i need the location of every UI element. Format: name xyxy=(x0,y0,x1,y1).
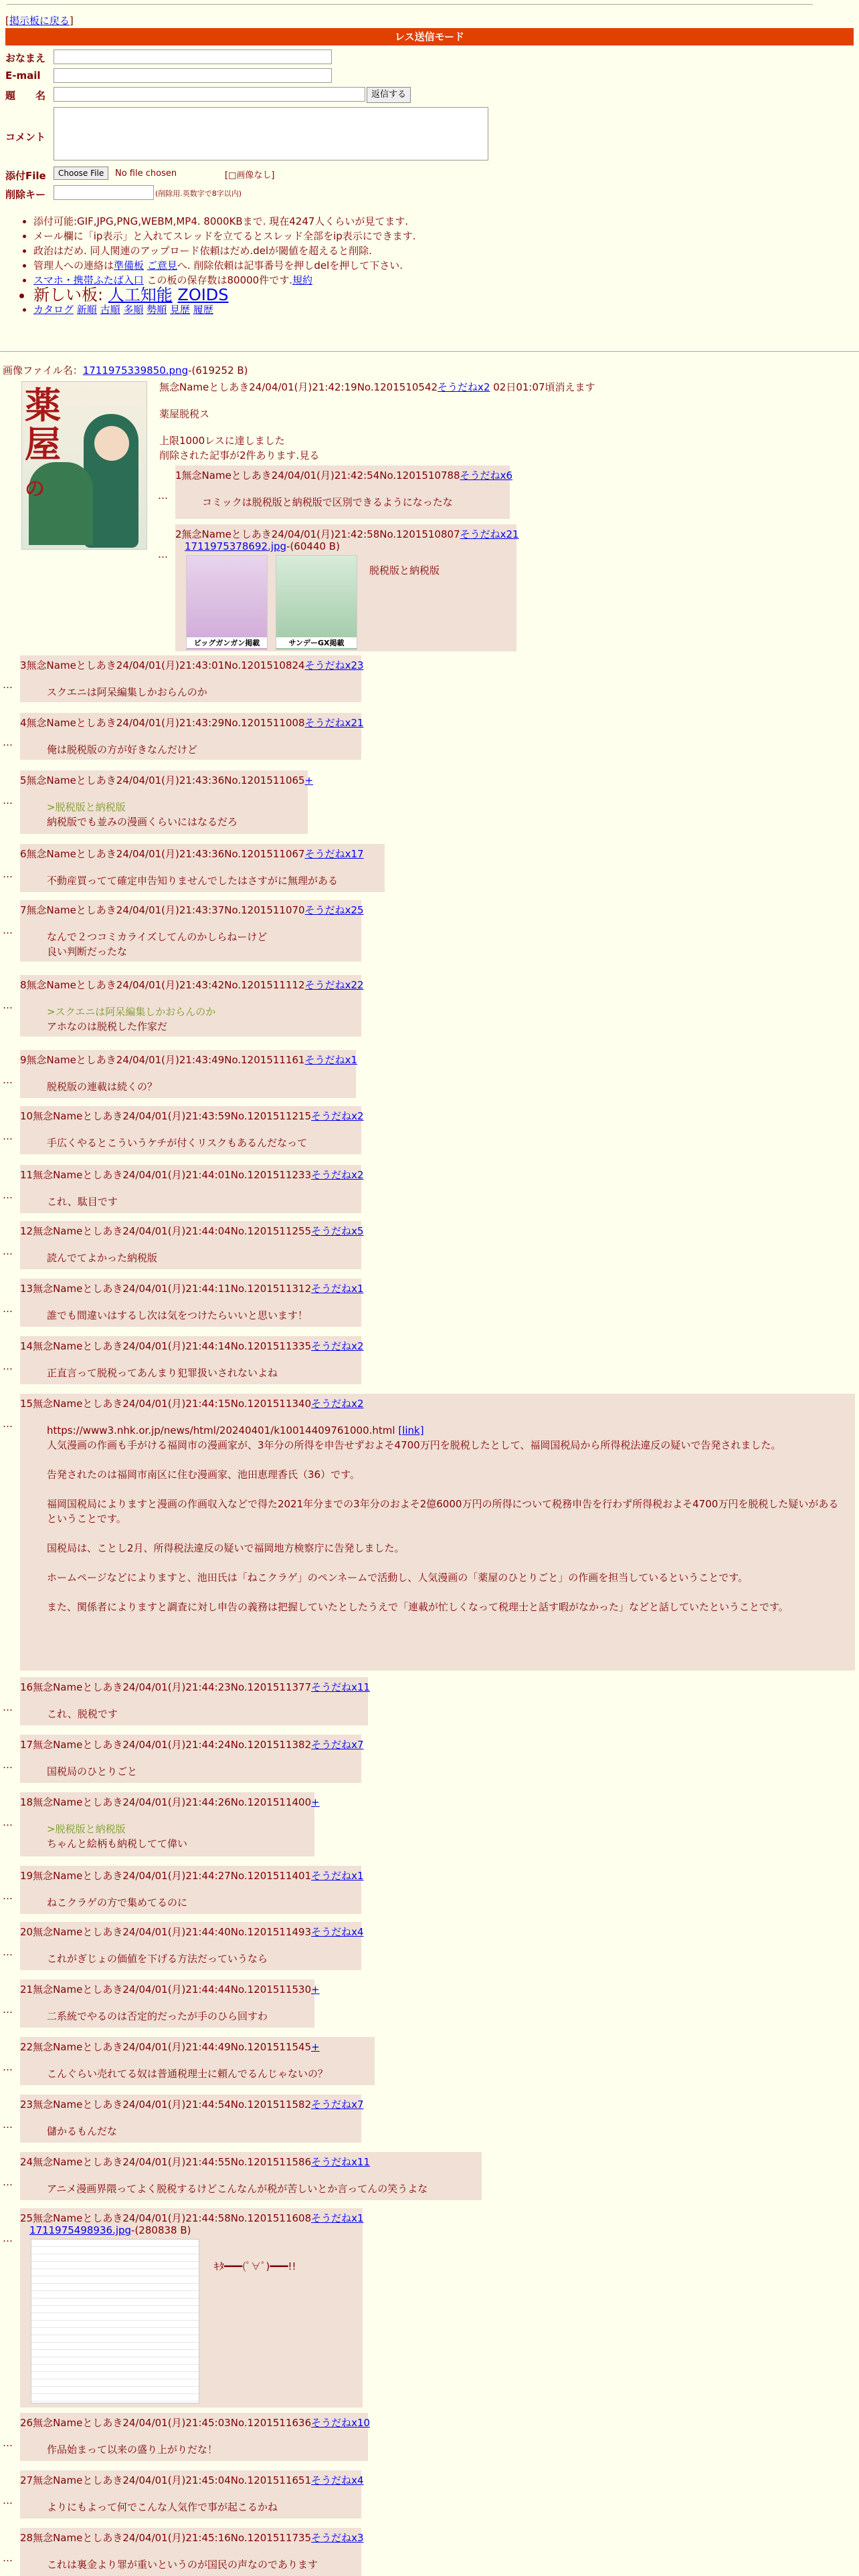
reply-header xyxy=(20,978,364,992)
reply-line: 福岡国税局によりますと漫画の作画収入などで得た2021年分までの3年分のおよそ2億6000万円の所得について税務申告を行わず所得税およそ4700万円を脱税した疑いがあるということです。 xyxy=(47,1498,839,1525)
reply-file-line xyxy=(29,2224,191,2236)
reply-header xyxy=(20,1795,320,1809)
reply-header xyxy=(20,903,364,917)
reply-post xyxy=(20,1677,371,1725)
thumbnail-caption: ビッグガンガン掲載 xyxy=(187,637,267,648)
reply-meta: 6無念Nameとしあき24/04/01(月)21:43:36No.1201511067 xyxy=(20,848,305,860)
catalog-link[interactable]: カタログ xyxy=(33,304,74,316)
reply-post xyxy=(20,2470,364,2518)
reply-header xyxy=(20,773,313,787)
reply-meta: 27無念Nameとしあき24/04/01(月)21:45:04No.1201511651 xyxy=(20,2474,312,2486)
sodane-button[interactable]: そうだねx22 xyxy=(304,979,364,991)
reply-line: 脱税版の連載は続くの？ xyxy=(47,1081,158,1093)
reply-line xyxy=(47,1453,848,1467)
reply-line xyxy=(47,1555,848,1570)
reply-ellipsis: … xyxy=(158,490,168,502)
sodane-button[interactable]: + xyxy=(311,1796,320,1808)
cover-title: 薬 屋 の xyxy=(25,384,61,501)
reply-line: 誰でも間違いはするし次は気をつけたらいいと思います！ xyxy=(47,1309,308,1321)
mobile-link[interactable]: スマホ・携帯ふたば入口 xyxy=(33,274,144,286)
sodane-button[interactable]: そうだねx11 xyxy=(311,1681,371,1693)
sodane-button[interactable]: そうだねx2 xyxy=(438,381,490,393)
sodane-button[interactable]: そうだねx11 xyxy=(311,2156,371,2168)
note-text: この板の保存数は80000件です. xyxy=(147,274,292,286)
thumbnail-caption: サンデーGX掲載 xyxy=(276,637,357,648)
reply-ellipsis: … xyxy=(3,2494,13,2506)
reply-ellipsis: … xyxy=(3,736,13,748)
reply-body xyxy=(47,1194,355,1209)
sodane-button[interactable]: そうだねx2 xyxy=(311,1398,364,1410)
op-file-link[interactable]: 1711975339850.png xyxy=(82,364,189,377)
reply-post xyxy=(20,1106,364,1154)
sodane-button[interactable]: そうだねx21 xyxy=(304,717,364,729)
reply-header xyxy=(20,2155,370,2169)
reply-line: これ、駄目です xyxy=(47,1196,118,1208)
reply-post xyxy=(175,465,510,519)
reply-header xyxy=(20,2473,364,2487)
op-file-size: -(619252 B) xyxy=(188,364,248,377)
reply-line: アニメ漫画界隈ってよく脱税するけどこんなんが税が苦しいとか言ってんの笑うよな xyxy=(47,2183,428,2195)
reply-ellipsis: … xyxy=(3,2061,13,2073)
reply-header xyxy=(20,2531,364,2545)
reply-line xyxy=(47,1482,848,1497)
reply-body xyxy=(47,1004,355,1034)
reply-thumbnail[interactable] xyxy=(276,555,357,650)
sodane-button[interactable]: そうだねx1 xyxy=(304,1054,357,1066)
ai-board-link[interactable]: 人工知能 xyxy=(108,286,173,304)
reply-meta: 14無念Nameとしあき24/04/01(月)21:44:14No.1201511335 xyxy=(20,1340,312,1352)
delete-key-label: 削除キー xyxy=(5,189,46,201)
reply-header xyxy=(20,716,364,730)
op-header xyxy=(159,380,595,394)
reply-meta: 10無念Nameとしあき24/04/01(月)21:43:59No.1201511215 xyxy=(20,1110,312,1122)
reply-meta: 7無念Nameとしあき24/04/01(月)21:43:37No.1201511070 xyxy=(20,904,305,916)
reply-header xyxy=(20,1109,364,1123)
new-boards-label: 新しい板: xyxy=(33,286,104,304)
reply-header xyxy=(20,658,364,672)
quote-line: >脱税版と納税版 xyxy=(47,801,126,813)
sort-old-link[interactable]: 古順 xyxy=(100,304,120,316)
reply-line: また、関係者によりますと調査に対し申告の義務は把握していたとしたうえで「連載が忙しくなって税理士と話す暇がなかった」などと話していたということです。 xyxy=(47,1601,789,1613)
note-item xyxy=(33,288,416,302)
reply-body xyxy=(369,563,510,578)
reply-line: コミックは脱税版と納税版で区別できるようになったな xyxy=(202,496,453,508)
reply-ellipsis: … xyxy=(3,1130,13,1142)
sodane-button[interactable]: そうだねx2 xyxy=(311,1340,364,1352)
reply-header xyxy=(20,1281,364,1295)
note-item: • 政治はだめ. 同人関連のアップロード依頼はだめ.delが閾値を超えると削除. xyxy=(33,243,416,258)
top-divider xyxy=(7,4,813,5)
reply-line xyxy=(47,1585,848,1600)
reply-body xyxy=(47,2124,355,2139)
reply-ellipsis: … xyxy=(3,868,13,880)
reply-body xyxy=(47,800,301,829)
note-item xyxy=(33,302,416,317)
reply-header xyxy=(20,1224,364,1238)
feedback-link[interactable]: ご意見 xyxy=(147,259,177,272)
sodane-button[interactable]: そうだねx2 xyxy=(311,1110,364,1122)
email-label: E-mail xyxy=(5,70,41,82)
reply-body xyxy=(47,2066,368,2081)
reply-post xyxy=(20,1221,364,1269)
reply-meta: 11無念Nameとしあき24/04/01(月)21:44:01No.1201511233 xyxy=(20,1169,312,1181)
reply-ellipsis: … xyxy=(3,1701,13,1713)
sodane-button[interactable]: そうだねx5 xyxy=(311,1225,364,1237)
sodane-button[interactable]: そうだねx7 xyxy=(311,2099,364,2111)
view-history-link[interactable]: 見歴 xyxy=(169,304,190,316)
reply-meta: 26無念Nameとしあき24/04/01(月)21:45:03No.1201511636 xyxy=(20,2417,312,2429)
reply-post xyxy=(20,1336,364,1384)
reply-header xyxy=(20,1737,364,1751)
reply-ellipsis: … xyxy=(3,1418,13,1430)
reply-header xyxy=(175,468,512,482)
reply-ellipsis: … xyxy=(3,999,13,1011)
reply-post xyxy=(20,844,385,892)
reply-header xyxy=(20,1925,364,1939)
file-label: 添付File xyxy=(5,170,46,182)
external-link[interactable]: [link] xyxy=(398,1424,424,1436)
op-file-line xyxy=(3,363,248,377)
reply-header xyxy=(20,2211,364,2225)
prep-board-link[interactable]: 準備板 xyxy=(114,259,145,272)
reply-mode-header: レス送信モード xyxy=(5,28,854,45)
reply-line: これがぎじょの価値を下げる方法だっていうなら xyxy=(47,1953,268,1965)
reply-meta: 21無念Nameとしあき24/04/01(月)21:44:44No.1201511530 xyxy=(20,1983,312,1996)
reply-ellipsis: … xyxy=(3,2004,13,2016)
reply-ellipsis: … xyxy=(3,1759,13,1771)
reply-header xyxy=(20,1339,364,1353)
reply-line: ちゃんと絵柄も納税してて偉い xyxy=(47,1838,188,1850)
reply-ellipsis: … xyxy=(3,2232,13,2244)
reply-thumbnail[interactable] xyxy=(186,555,268,650)
reply-line: 脱税版と納税版 xyxy=(369,564,440,576)
sodane-button[interactable]: そうだねx10 xyxy=(311,2417,371,2429)
sodane-button[interactable]: + xyxy=(311,2041,320,2053)
sodane-button[interactable]: そうだねx1 xyxy=(311,1283,364,1295)
reply-file-size: -(60440 B) xyxy=(286,540,340,552)
reply-ellipsis: … xyxy=(3,794,13,807)
reply-body xyxy=(47,1423,848,1614)
reply-header xyxy=(20,2040,320,2054)
reply-file-line xyxy=(185,540,340,552)
reply-line: 人気漫画の作画も手がける福岡市の漫画家が、3年分の所得を申告せずおよそ4700万円を脱税したとして、福岡国税局から所得税法違反の疑いで告発されました。 xyxy=(47,1439,781,1451)
op-note-deleted: 削除された記事が2件あります.見る xyxy=(159,449,320,461)
sodane-button[interactable]: そうだねx1 xyxy=(311,1870,364,1882)
reply-header xyxy=(20,1982,320,1996)
note-item xyxy=(33,258,416,273)
reply-ellipsis: … xyxy=(158,548,168,560)
reply-ellipsis: … xyxy=(3,2552,13,2564)
reply-header xyxy=(20,1168,364,1182)
sodane-button[interactable]: そうだねx6 xyxy=(460,469,512,481)
reply-body xyxy=(47,1822,308,1851)
reply-body xyxy=(47,1308,355,1323)
no-file-text: No file chosen xyxy=(115,169,177,179)
sort-hot-link[interactable]: 勢順 xyxy=(147,304,167,316)
reply-meta: 25無念Nameとしあき24/04/01(月)21:44:58No.1201511608 xyxy=(20,2212,312,2224)
divider xyxy=(0,351,859,352)
reply-post xyxy=(20,2208,363,2407)
reply-meta: 20無念Nameとしあき24/04/01(月)21:44:40No.1201511493 xyxy=(20,1926,312,1938)
reply-post xyxy=(20,975,364,1037)
note-item: • メール欄に「ip表示」と入れてスレッドを立てるとスレッド全部をip表示にできます. xyxy=(33,229,416,243)
reply-meta: 1無念Nameとしあき24/04/01(月)21:42:54No.1201510788 xyxy=(175,469,460,481)
reply-body xyxy=(47,1366,355,1380)
sodane-button[interactable]: そうだねx1 xyxy=(311,2212,364,2224)
reply-meta: 17無念Nameとしあき24/04/01(月)21:44:24No.1201511382 xyxy=(20,1739,312,1751)
reply-body xyxy=(47,1079,349,1094)
back-to-board-link[interactable]: 掲示板に戻る xyxy=(9,15,70,27)
reply-line: ホームページなどによりますと、池田氏は「ねこクラゲ」のペンネームで活動し、人気漫画の「薬屋のひとりごと」の作画を担当しているということです。 xyxy=(47,1572,749,1584)
reply-meta: 2無念Nameとしあき24/04/01(月)21:42:58No.1201510807 xyxy=(175,528,460,540)
file-label: 画像ファイル名： xyxy=(3,364,83,377)
reply-thumbnail[interactable] xyxy=(31,2239,199,2403)
name-input[interactable] xyxy=(54,49,332,64)
note-text: 管理人への連絡は xyxy=(33,259,114,272)
choose-file-button[interactable]: Choose File xyxy=(54,167,108,180)
reply-ellipsis: … xyxy=(3,924,13,936)
reply-meta: 8無念Nameとしあき24/04/01(月)21:43:42No.1201511112 xyxy=(20,979,305,991)
reply-meta: 23無念Nameとしあき24/04/01(月)21:44:54No.1201511582 xyxy=(20,2099,312,2111)
reply-line: 良い判断だったな xyxy=(47,946,128,958)
reply-line: こんぐらい売れてる奴は普通税理士に頼んでるんじゃないの？ xyxy=(47,2068,328,2080)
reply-line: 国税局のひとりごと xyxy=(47,1765,138,1778)
reply-meta: 18無念Nameとしあき24/04/01(月)21:44:26No.1201511400 xyxy=(20,1796,312,1808)
reply-body xyxy=(47,685,355,700)
reply-body xyxy=(47,2181,475,2196)
reply-meta: 19無念Nameとしあき24/04/01(月)21:44:27No.1201511401 xyxy=(20,1870,312,1882)
reply-body xyxy=(47,2009,308,2024)
reply-ellipsis: … xyxy=(3,1946,13,1958)
reply-line: 告発されたのは福岡市南区に住む漫画家、池田恵理香氏（36）です。 xyxy=(47,1469,360,1481)
reply-meta: 13無念Nameとしあき24/04/01(月)21:44:11No.1201511312 xyxy=(20,1283,312,1295)
reply-body xyxy=(47,1136,355,1150)
reply-body xyxy=(47,1764,355,1779)
reply-post xyxy=(20,2152,482,2200)
reply-header xyxy=(20,2416,370,2430)
reply-line: 読んでてよかった納税版 xyxy=(47,1252,158,1264)
board-notes xyxy=(20,214,416,317)
reply-url xyxy=(47,1423,848,1438)
sodane-button[interactable]: + xyxy=(311,1983,320,1996)
reply-ellipsis: … xyxy=(3,679,13,691)
reply-file-size: -(280838 B) xyxy=(131,2224,191,2236)
reply-header xyxy=(175,527,519,541)
subject-input[interactable] xyxy=(54,87,365,102)
comment-label: コメント xyxy=(5,131,46,143)
reply-header xyxy=(20,1053,357,1067)
quote-line: >スクエニは阿呆編集しかおらんのか xyxy=(47,1006,216,1018)
history-link[interactable]: 履歴 xyxy=(193,304,213,316)
op-thumbnail[interactable] xyxy=(21,381,147,550)
reply-meta: 15無念Nameとしあき24/04/01(月)21:44:15No.1201511340 xyxy=(20,1398,312,1410)
reply-ellipsis: … xyxy=(3,1816,13,1828)
expire-text: 02日01:07頃消えます xyxy=(493,381,595,393)
reply-ellipsis: … xyxy=(3,2119,13,2131)
sodane-button[interactable]: + xyxy=(304,774,314,786)
no-image-checkbox[interactable]: [□画像なし] xyxy=(225,171,275,181)
back-link[interactable]: [掲示板に戻る] xyxy=(5,15,74,27)
reply-line: アホなのは脱税した作家だ xyxy=(47,1021,168,1033)
reply-header xyxy=(20,2097,364,2111)
sodane-button[interactable]: そうだねx17 xyxy=(304,848,364,860)
reply-ellipsis: … xyxy=(3,1360,13,1372)
sodane-button[interactable]: そうだねx7 xyxy=(311,1739,364,1751)
reply-line: 正直言って脱税ってあんまり犯罪扱いされないよね xyxy=(47,1367,278,1379)
reply-line: 作品始まって以来の盛り上がりだな！ xyxy=(47,2444,218,2456)
reply-line: 不動産買ってて確定申告知りませんでしたはさすがに無理がある xyxy=(47,875,339,887)
reply-post xyxy=(20,1979,320,2028)
url-text: https://www3.nhk.or.jp/news/html/20240401/k10014409761000.html xyxy=(47,1424,399,1436)
reply-body xyxy=(47,2500,355,2514)
reply-line: 納税版でも並みの漫画くらいにはなるだろ xyxy=(47,816,238,828)
reply-post xyxy=(20,1394,855,1671)
reply-meta: 28無念Nameとしあき24/04/01(月)21:45:16No.1201511735 xyxy=(20,2532,312,2544)
reply-post xyxy=(20,1792,320,1856)
op-note-limit: 上限1000レスに達しました xyxy=(159,435,285,447)
sort-new-link[interactable]: 新順 xyxy=(76,304,97,316)
email-input[interactable] xyxy=(54,68,332,83)
reply-line: よりにもよって何でこんな人気作で事が起こるかね xyxy=(47,2501,278,2513)
reply-meta: 9無念Nameとしあき24/04/01(月)21:43:49No.1201511161 xyxy=(20,1054,305,1066)
sodane-button[interactable]: そうだねx3 xyxy=(311,2532,364,2544)
note-text: へ. 削除依頼は記事番号を押しdelを押して下さい. xyxy=(177,259,403,272)
reply-header xyxy=(20,847,364,861)
reply-post xyxy=(20,900,364,962)
reply-file-link[interactable]: 1711975378692.jpg xyxy=(185,540,287,552)
reply-ellipsis: … xyxy=(3,1890,13,1902)
reply-body xyxy=(47,1951,355,1966)
reply-header xyxy=(20,1868,364,1883)
reply-body xyxy=(47,873,378,888)
reply-line: これ、脱税です xyxy=(47,1708,118,1720)
delete-key-input[interactable] xyxy=(54,185,154,200)
reply-line xyxy=(47,1526,848,1541)
reply-body xyxy=(47,1707,361,1721)
reply-meta: 22無念Nameとしあき24/04/01(月)21:44:49No.1201511545 xyxy=(20,2041,312,2053)
sort-many-link[interactable]: 多順 xyxy=(123,304,144,316)
reply-post xyxy=(20,1165,364,1213)
reply-post xyxy=(20,2528,364,2576)
reply-ellipsis: … xyxy=(3,2176,13,2188)
sodane-button[interactable]: そうだねx21 xyxy=(460,528,519,540)
sodane-button[interactable]: そうだねx4 xyxy=(311,1926,364,1938)
reply-body xyxy=(47,930,355,959)
reply-line: スクエニは阿呆編集しかおらんのか xyxy=(47,686,207,698)
reply-post xyxy=(20,1866,364,1914)
reply-meta: 16無念Nameとしあき24/04/01(月)21:44:23No.1201511377 xyxy=(20,1681,312,1693)
reply-body xyxy=(47,1895,355,1910)
reply-ellipsis: … xyxy=(3,1189,13,1201)
reply-body xyxy=(202,495,503,510)
reply-post xyxy=(20,770,314,834)
reply-body xyxy=(47,1251,355,1265)
post-header: 無念Nameとしあき24/04/01(月)21:42:19No.1201510542 xyxy=(159,381,438,393)
reply-line: 手広くやるとこういうケチが付くリスクもあるんだなって xyxy=(47,1137,308,1149)
note-item: • 添付可能:GIF,JPG,PNG,WEBM,MP4. 8000KBまで. 現在4247人くらいが見てます. xyxy=(33,214,416,229)
reply-meta: 3無念Nameとしあき24/04/01(月)21:43:01No.1201510824 xyxy=(20,659,305,671)
reply-line: ｷﾀ━━━(ﾟ∀ﾟ)━━━!! xyxy=(214,2260,296,2272)
reply-meta: 4無念Nameとしあき24/04/01(月)21:43:29No.1201511008 xyxy=(20,717,305,729)
comment-textarea[interactable] xyxy=(54,107,488,160)
quote-line: >脱税版と納税版 xyxy=(47,1823,126,1835)
sodane-button[interactable]: そうだねx23 xyxy=(304,659,364,671)
reply-ellipsis: … xyxy=(3,1303,13,1315)
reply-header xyxy=(20,1680,370,1694)
reply-post xyxy=(20,1050,356,1098)
reply-meta: 5無念Nameとしあき24/04/01(月)21:43:36No.1201511065 xyxy=(20,774,305,786)
sodane-button[interactable]: そうだねx25 xyxy=(304,904,364,916)
reply-line: 国税局は、ことし2月、所得税法違反の疑いで福岡地方検察庁に告発しました。 xyxy=(47,1542,405,1554)
reply-header xyxy=(20,1396,364,1410)
reply-post xyxy=(175,524,519,651)
reply-ellipsis: … xyxy=(3,1245,13,1257)
reply-post xyxy=(20,1279,364,1327)
submit-button[interactable]: 返信する xyxy=(367,87,411,103)
reply-post xyxy=(20,655,364,702)
cover-face xyxy=(94,426,129,461)
reply-line: なんで２つコミカライズしてんのかしらねーけど xyxy=(47,931,268,943)
rules-link[interactable]: 規約 xyxy=(292,274,312,286)
zoids-board-link[interactable]: ZOIDS xyxy=(177,286,229,304)
reply-body xyxy=(214,2259,356,2274)
delete-key-note: (削除用.英数字で8字以内) xyxy=(155,189,242,198)
op-body: 薬屋脱税ス xyxy=(159,408,210,420)
sodane-button[interactable]: そうだねx2 xyxy=(311,1169,364,1181)
reply-post xyxy=(20,2037,375,2085)
reply-post xyxy=(20,1922,364,1970)
reply-post xyxy=(20,713,364,760)
reply-file-link[interactable]: 1711975498936.jpg xyxy=(29,2224,132,2236)
reply-line: ねこクラゲの方で集めてるのに xyxy=(47,1897,188,1909)
sodane-button[interactable]: そうだねx4 xyxy=(311,2474,364,2486)
reply-post xyxy=(20,2413,371,2461)
reply-meta: 24無念Nameとしあき24/04/01(月)21:44:55No.1201511586 xyxy=(20,2156,312,2168)
reply-body xyxy=(47,2557,355,2572)
reply-line: 儲かるもんだな xyxy=(47,2125,118,2137)
reply-meta: 12無念Nameとしあき24/04/01(月)21:44:04No.1201511255 xyxy=(20,1225,312,1237)
subject-label: 題 名 xyxy=(5,90,46,102)
reply-ellipsis: … xyxy=(3,1074,13,1086)
reply-body xyxy=(47,742,355,757)
reply-post xyxy=(20,2095,364,2143)
reply-body xyxy=(47,2442,361,2457)
name-label: おなまえ xyxy=(5,52,46,64)
reply-ellipsis: … xyxy=(3,2437,13,2449)
reply-line: これは裏金より罪が重いというのが国民の声なのであります xyxy=(47,2559,318,2571)
reply-line: 二系統でやるのは否定的だったが手のひら回すわ xyxy=(47,2010,268,2022)
reply-line: 俺は脱税版の方が好きなんだけど xyxy=(47,744,198,756)
reply-post xyxy=(20,1735,364,1783)
